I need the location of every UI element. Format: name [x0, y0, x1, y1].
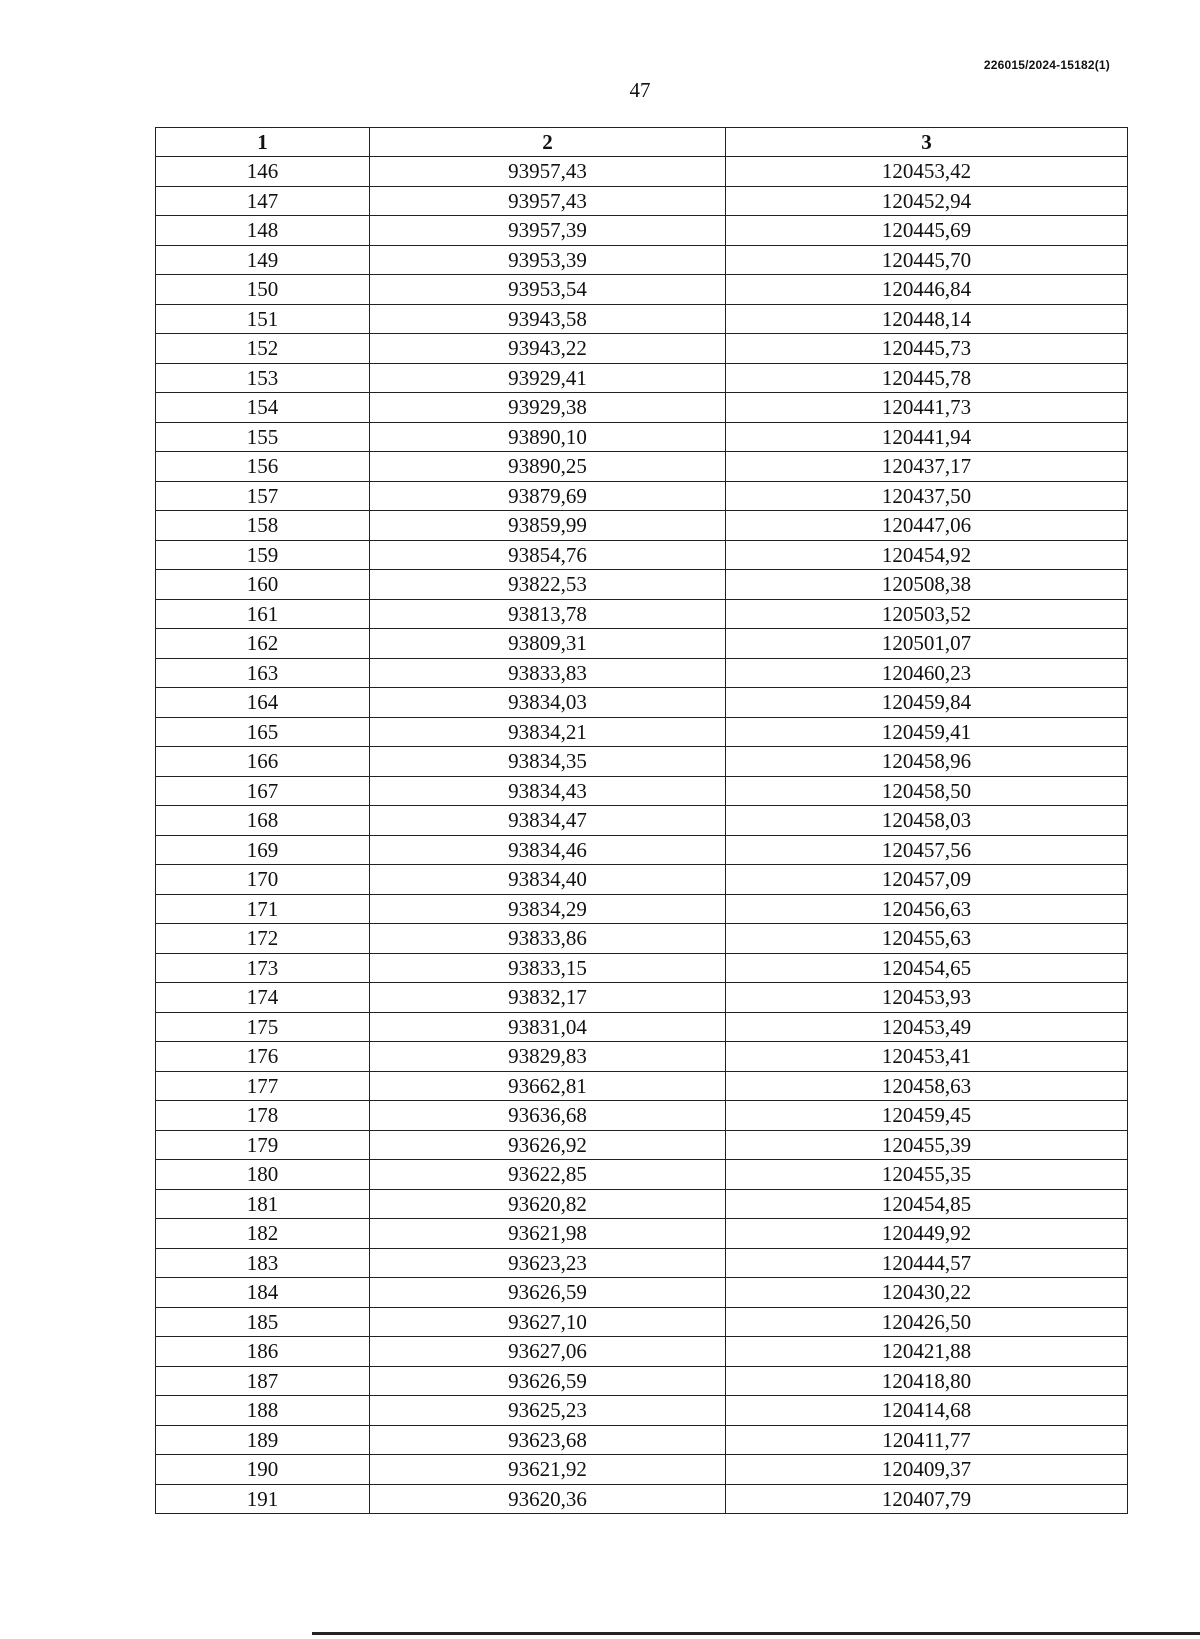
point-number-cell: 191 [156, 1484, 370, 1514]
x-coordinate-cell: 93822,53 [370, 570, 726, 600]
x-coordinate-cell: 93890,10 [370, 422, 726, 452]
y-coordinate-cell: 120407,79 [726, 1484, 1128, 1514]
y-coordinate-cell: 120454,85 [726, 1189, 1128, 1219]
point-number-cell: 187 [156, 1366, 370, 1396]
y-coordinate-cell: 120421,88 [726, 1337, 1128, 1367]
table-row [156, 1042, 1128, 1072]
table-row [156, 363, 1128, 393]
table-row [156, 1071, 1128, 1101]
point-number-cell: 179 [156, 1130, 370, 1160]
point-number-cell: 185 [156, 1307, 370, 1337]
point-number-cell: 180 [156, 1160, 370, 1190]
table-row [156, 1219, 1128, 1249]
table-row [156, 865, 1128, 895]
x-coordinate-cell: 93627,10 [370, 1307, 726, 1337]
point-number-cell: 149 [156, 245, 370, 275]
point-number-cell: 152 [156, 334, 370, 364]
x-coordinate-cell: 93620,36 [370, 1484, 726, 1514]
point-number-cell: 186 [156, 1337, 370, 1367]
y-coordinate-cell: 120409,37 [726, 1455, 1128, 1485]
y-coordinate-cell: 120445,70 [726, 245, 1128, 275]
x-coordinate-cell: 93953,39 [370, 245, 726, 275]
x-coordinate-cell: 93957,39 [370, 216, 726, 246]
point-number-cell: 182 [156, 1219, 370, 1249]
point-number-cell: 171 [156, 894, 370, 924]
y-coordinate-cell: 120508,38 [726, 570, 1128, 600]
table-row [156, 835, 1128, 865]
point-number-cell: 173 [156, 953, 370, 983]
x-coordinate-cell: 93834,29 [370, 894, 726, 924]
table-row [156, 1337, 1128, 1367]
column-header-2: 2 [370, 128, 726, 157]
x-coordinate-cell: 93623,23 [370, 1248, 726, 1278]
point-number-cell: 181 [156, 1189, 370, 1219]
table-row [156, 776, 1128, 806]
y-coordinate-cell: 120446,84 [726, 275, 1128, 305]
y-coordinate-cell: 120452,94 [726, 186, 1128, 216]
table-row [156, 393, 1128, 423]
point-number-cell: 147 [156, 186, 370, 216]
y-coordinate-cell: 120459,45 [726, 1101, 1128, 1131]
page-number: 47 [629, 78, 651, 102]
y-coordinate-cell: 120418,80 [726, 1366, 1128, 1396]
y-coordinate-cell: 120445,73 [726, 334, 1128, 364]
point-number-cell: 177 [156, 1071, 370, 1101]
y-coordinate-cell: 120501,07 [726, 629, 1128, 659]
column-header-1: 1 [156, 128, 370, 157]
y-coordinate-cell: 120430,22 [726, 1278, 1128, 1308]
document-id: 226015/2024-15182(1) [983, 58, 1110, 72]
x-coordinate-cell: 93626,59 [370, 1366, 726, 1396]
y-coordinate-cell: 120458,96 [726, 747, 1128, 777]
x-coordinate-cell: 93621,92 [370, 1455, 726, 1485]
y-coordinate-cell: 120458,50 [726, 776, 1128, 806]
x-coordinate-cell: 93854,76 [370, 540, 726, 570]
table-row [156, 186, 1128, 216]
x-coordinate-cell: 93834,46 [370, 835, 726, 865]
point-number-cell: 188 [156, 1396, 370, 1426]
x-coordinate-cell: 93953,54 [370, 275, 726, 305]
table-row [156, 540, 1128, 570]
table-row [156, 1278, 1128, 1308]
x-coordinate-cell: 93626,92 [370, 1130, 726, 1160]
y-coordinate-cell: 120454,92 [726, 540, 1128, 570]
point-number-cell: 156 [156, 452, 370, 482]
point-number-cell: 148 [156, 216, 370, 246]
x-coordinate-cell: 93943,22 [370, 334, 726, 364]
x-coordinate-cell: 93834,21 [370, 717, 726, 747]
point-number-cell: 159 [156, 540, 370, 570]
point-number-cell: 189 [156, 1425, 370, 1455]
table-row [156, 717, 1128, 747]
table-row [156, 688, 1128, 718]
y-coordinate-cell: 120426,50 [726, 1307, 1128, 1337]
y-coordinate-cell: 120455,35 [726, 1160, 1128, 1190]
table-body [156, 157, 1128, 1514]
table-row [156, 1130, 1128, 1160]
x-coordinate-cell: 93831,04 [370, 1012, 726, 1042]
y-coordinate-cell: 120441,73 [726, 393, 1128, 423]
x-coordinate-cell: 93621,98 [370, 1219, 726, 1249]
table-row [156, 747, 1128, 777]
x-coordinate-cell: 93625,23 [370, 1396, 726, 1426]
point-number-cell: 157 [156, 481, 370, 511]
y-coordinate-cell: 120445,69 [726, 216, 1128, 246]
point-number-cell: 178 [156, 1101, 370, 1131]
x-coordinate-cell: 93833,15 [370, 953, 726, 983]
point-number-cell: 183 [156, 1248, 370, 1278]
table-row [156, 304, 1128, 334]
x-coordinate-cell: 93943,58 [370, 304, 726, 334]
table-row [156, 1101, 1128, 1131]
y-coordinate-cell: 120455,63 [726, 924, 1128, 954]
table-header-row [156, 128, 1128, 157]
y-coordinate-cell: 120456,63 [726, 894, 1128, 924]
x-coordinate-cell: 93829,83 [370, 1042, 726, 1072]
y-coordinate-cell: 120503,52 [726, 599, 1128, 629]
point-number-cell: 164 [156, 688, 370, 718]
table-row [156, 1189, 1128, 1219]
point-number-cell: 168 [156, 806, 370, 836]
y-coordinate-cell: 120445,78 [726, 363, 1128, 393]
x-coordinate-cell: 93809,31 [370, 629, 726, 659]
x-coordinate-cell: 93929,41 [370, 363, 726, 393]
point-number-cell: 184 [156, 1278, 370, 1308]
y-coordinate-cell: 120447,06 [726, 511, 1128, 541]
point-number-cell: 161 [156, 599, 370, 629]
x-coordinate-cell: 93834,47 [370, 806, 726, 836]
table-row [156, 924, 1128, 954]
coordinates-table [155, 127, 1128, 1514]
table-row [156, 1366, 1128, 1396]
point-number-cell: 153 [156, 363, 370, 393]
x-coordinate-cell: 93622,85 [370, 1160, 726, 1190]
table-row [156, 1160, 1128, 1190]
point-number-cell: 166 [156, 747, 370, 777]
table-row [156, 570, 1128, 600]
table-row [156, 1396, 1128, 1426]
point-number-cell: 154 [156, 393, 370, 423]
x-coordinate-cell: 93813,78 [370, 599, 726, 629]
table-row [156, 599, 1128, 629]
table-row [156, 983, 1128, 1013]
x-coordinate-cell: 93879,69 [370, 481, 726, 511]
point-number-cell: 190 [156, 1455, 370, 1485]
point-number-cell: 172 [156, 924, 370, 954]
table-row [156, 157, 1128, 187]
point-number-cell: 151 [156, 304, 370, 334]
point-number-cell: 162 [156, 629, 370, 659]
y-coordinate-cell: 120459,84 [726, 688, 1128, 718]
y-coordinate-cell: 120437,50 [726, 481, 1128, 511]
table-row [156, 953, 1128, 983]
table-row [156, 1307, 1128, 1337]
y-coordinate-cell: 120453,42 [726, 157, 1128, 187]
table-row [156, 1012, 1128, 1042]
y-coordinate-cell: 120414,68 [726, 1396, 1128, 1426]
y-coordinate-cell: 120448,14 [726, 304, 1128, 334]
point-number-cell: 176 [156, 1042, 370, 1072]
point-number-cell: 169 [156, 835, 370, 865]
table-row [156, 481, 1128, 511]
table-row [156, 894, 1128, 924]
point-number-cell: 155 [156, 422, 370, 452]
table-row [156, 1425, 1128, 1455]
table-row [156, 452, 1128, 482]
y-coordinate-cell: 120457,09 [726, 865, 1128, 895]
table-row [156, 275, 1128, 305]
table-row [156, 1455, 1128, 1485]
x-coordinate-cell: 93929,38 [370, 393, 726, 423]
point-number-cell: 167 [156, 776, 370, 806]
x-coordinate-cell: 93620,82 [370, 1189, 726, 1219]
x-coordinate-cell: 93834,40 [370, 865, 726, 895]
x-coordinate-cell: 93957,43 [370, 157, 726, 187]
point-number-cell: 175 [156, 1012, 370, 1042]
y-coordinate-cell: 120449,92 [726, 1219, 1128, 1249]
table-row [156, 334, 1128, 364]
y-coordinate-cell: 120441,94 [726, 422, 1128, 452]
x-coordinate-cell: 93859,99 [370, 511, 726, 541]
y-coordinate-cell: 120453,41 [726, 1042, 1128, 1072]
table-row [156, 422, 1128, 452]
y-coordinate-cell: 120444,57 [726, 1248, 1128, 1278]
point-number-cell: 163 [156, 658, 370, 688]
y-coordinate-cell: 120458,63 [726, 1071, 1128, 1101]
x-coordinate-cell: 93834,43 [370, 776, 726, 806]
y-coordinate-cell: 120460,23 [726, 658, 1128, 688]
column-header-3: 3 [726, 128, 1128, 157]
table-row [156, 216, 1128, 246]
x-coordinate-cell: 93890,25 [370, 452, 726, 482]
y-coordinate-cell: 120411,77 [726, 1425, 1128, 1455]
x-coordinate-cell: 93636,68 [370, 1101, 726, 1131]
x-coordinate-cell: 93834,03 [370, 688, 726, 718]
table-row [156, 511, 1128, 541]
x-coordinate-cell: 93626,59 [370, 1278, 726, 1308]
x-coordinate-cell: 93833,86 [370, 924, 726, 954]
point-number-cell: 150 [156, 275, 370, 305]
x-coordinate-cell: 93623,68 [370, 1425, 726, 1455]
x-coordinate-cell: 93832,17 [370, 983, 726, 1013]
x-coordinate-cell: 93833,83 [370, 658, 726, 688]
table-row [156, 806, 1128, 836]
y-coordinate-cell: 120454,65 [726, 953, 1128, 983]
y-coordinate-cell: 120459,41 [726, 717, 1128, 747]
y-coordinate-cell: 120453,93 [726, 983, 1128, 1013]
y-coordinate-cell: 120458,03 [726, 806, 1128, 836]
table-row [156, 629, 1128, 659]
table-row [156, 245, 1128, 275]
point-number-cell: 170 [156, 865, 370, 895]
page-bottom-border [312, 1632, 1200, 1635]
point-number-cell: 160 [156, 570, 370, 600]
table-row [156, 1248, 1128, 1278]
y-coordinate-cell: 120457,56 [726, 835, 1128, 865]
y-coordinate-cell: 120455,39 [726, 1130, 1128, 1160]
table-row [156, 658, 1128, 688]
x-coordinate-cell: 93834,35 [370, 747, 726, 777]
point-number-cell: 174 [156, 983, 370, 1013]
x-coordinate-cell: 93662,81 [370, 1071, 726, 1101]
point-number-cell: 146 [156, 157, 370, 187]
table-row [156, 1484, 1128, 1514]
y-coordinate-cell: 120437,17 [726, 452, 1128, 482]
point-number-cell: 165 [156, 717, 370, 747]
point-number-cell: 158 [156, 511, 370, 541]
y-coordinate-cell: 120453,49 [726, 1012, 1128, 1042]
coordinates-table-container [155, 127, 1127, 1514]
x-coordinate-cell: 93627,06 [370, 1337, 726, 1367]
x-coordinate-cell: 93957,43 [370, 186, 726, 216]
